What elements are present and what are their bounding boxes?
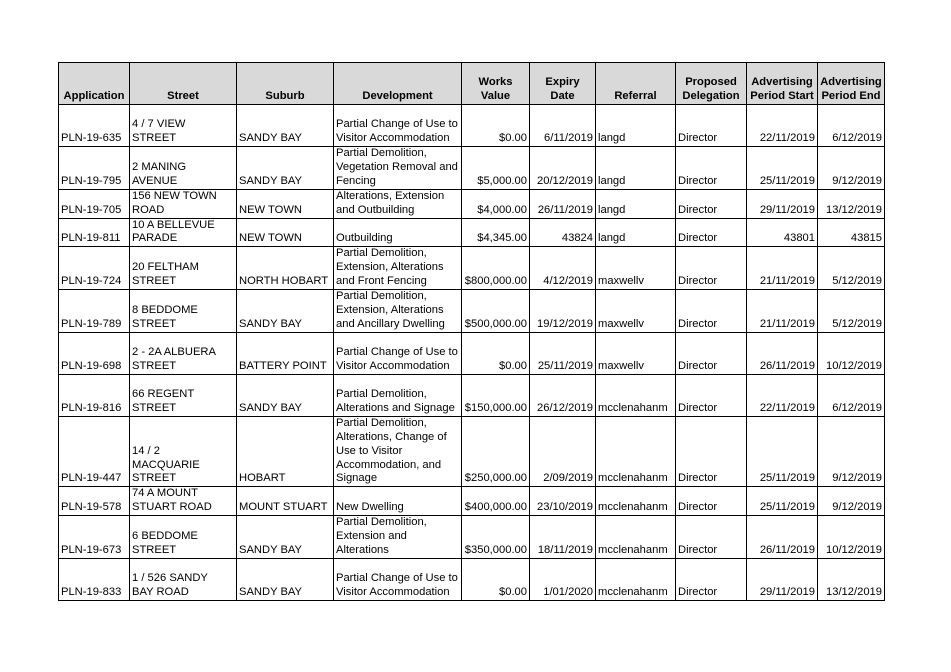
- cell-referral: maxwellv: [596, 247, 676, 290]
- cell-suburb: SANDY BAY: [237, 374, 334, 416]
- header-proposed-delegation: Proposed Delegation: [676, 63, 747, 105]
- table-row: [59, 516, 885, 559]
- cell-works-value: $4,345.00: [462, 218, 530, 247]
- cell-suburb: BATTERY POINT: [237, 332, 334, 374]
- cell-referral: langd: [596, 189, 676, 218]
- cell-advertising-period-start: 21/11/2019: [747, 290, 818, 333]
- cell-expiry-date: 4/12/2019: [530, 247, 596, 290]
- cell-proposed-delegation: Director: [676, 218, 747, 247]
- cell-advertising-period-start: 29/11/2019: [747, 189, 818, 218]
- cell-advertising-period-end: 9/12/2019: [818, 416, 885, 487]
- cell-suburb: SANDY BAY: [237, 147, 334, 190]
- cell-advertising-period-start: 26/11/2019: [747, 516, 818, 559]
- cell-suburb: NORTH HOBART: [237, 247, 334, 290]
- cell-proposed-delegation: Director: [676, 290, 747, 333]
- table-row: [59, 218, 885, 247]
- cell-street: 8 BEDDOME STREET: [130, 290, 237, 333]
- header-advertising-period-end: Advertising Period End: [818, 63, 885, 105]
- cell-development: Partial Demolition, Vegetation Removal and Fencing: [334, 147, 462, 190]
- cell-development: Partial Change of Use to Visitor Accommodation: [334, 105, 462, 147]
- cell-application: PLN-19-789: [59, 290, 130, 333]
- cell-application: PLN-19-811: [59, 218, 130, 247]
- cell-expiry-date: 1/01/2020: [530, 558, 596, 600]
- table-row: [59, 558, 885, 600]
- cell-development: New Dwelling: [334, 487, 462, 516]
- cell-proposed-delegation: Director: [676, 374, 747, 416]
- table-row: [59, 332, 885, 374]
- cell-street: 156 NEW TOWN ROAD: [130, 189, 237, 218]
- cell-advertising-period-end: 10/12/2019: [818, 516, 885, 559]
- cell-application: PLN-19-705: [59, 189, 130, 218]
- cell-advertising-period-end: 9/12/2019: [818, 487, 885, 516]
- cell-application: PLN-19-816: [59, 374, 130, 416]
- cell-application: PLN-19-673: [59, 516, 130, 559]
- cell-advertising-period-start: 22/11/2019: [747, 374, 818, 416]
- table-row: [59, 487, 885, 516]
- cell-street: 10 A BELLEVUE PARADE: [130, 218, 237, 247]
- cell-advertising-period-end: 13/12/2019: [818, 558, 885, 600]
- cell-works-value: $400,000.00: [462, 487, 530, 516]
- cell-suburb: SANDY BAY: [237, 516, 334, 559]
- table-row: [59, 147, 885, 190]
- cell-expiry-date: 19/12/2019: [530, 290, 596, 333]
- cell-advertising-period-start: 25/11/2019: [747, 147, 818, 190]
- cell-works-value: $0.00: [462, 558, 530, 600]
- cell-street: 74 A MOUNT STUART ROAD: [130, 487, 237, 516]
- header-street: Street: [130, 63, 237, 105]
- cell-application: PLN-19-578: [59, 487, 130, 516]
- cell-advertising-period-end: 13/12/2019: [818, 189, 885, 218]
- cell-development: Partial Change of Use to Visitor Accommodation: [334, 332, 462, 374]
- cell-street: 66 REGENT STREET: [130, 374, 237, 416]
- cell-proposed-delegation: Director: [676, 487, 747, 516]
- cell-expiry-date: 26/12/2019: [530, 374, 596, 416]
- cell-proposed-delegation: Director: [676, 558, 747, 600]
- cell-suburb: HOBART: [237, 416, 334, 487]
- cell-application: PLN-19-635: [59, 105, 130, 147]
- cell-suburb: NEW TOWN: [237, 189, 334, 218]
- cell-development: Outbuilding: [334, 218, 462, 247]
- cell-development: Partial Demolition, Extension and Alterations: [334, 516, 462, 559]
- cell-referral: maxwellv: [596, 290, 676, 333]
- cell-referral: mcclenahanm: [596, 516, 676, 559]
- cell-advertising-period-end: 6/12/2019: [818, 105, 885, 147]
- cell-street: 14 / 2 MACQUARIE STREET: [130, 416, 237, 487]
- cell-development: Alterations, Extension and Outbuilding: [334, 189, 462, 218]
- cell-proposed-delegation: Director: [676, 416, 747, 487]
- applications-table: [58, 62, 885, 601]
- cell-development: Partial Demolition, Extension, Alterations and Ancillary Dwelling: [334, 290, 462, 333]
- table-row: [59, 374, 885, 416]
- cell-proposed-delegation: Director: [676, 247, 747, 290]
- cell-suburb: NEW TOWN: [237, 218, 334, 247]
- cell-suburb: SANDY BAY: [237, 558, 334, 600]
- header-suburb: Suburb: [237, 63, 334, 105]
- cell-expiry-date: 23/10/2019: [530, 487, 596, 516]
- cell-application: PLN-19-795: [59, 147, 130, 190]
- table-row: [59, 247, 885, 290]
- table-row: [59, 290, 885, 333]
- cell-development: Partial Demolition, Alterations and Signage: [334, 374, 462, 416]
- cell-referral: langd: [596, 105, 676, 147]
- cell-referral: mcclenahanm: [596, 558, 676, 600]
- cell-street: 2 MANING AVENUE: [130, 147, 237, 190]
- cell-referral: maxwellv: [596, 332, 676, 374]
- cell-advertising-period-end: 10/12/2019: [818, 332, 885, 374]
- header-row: [59, 63, 885, 105]
- cell-proposed-delegation: Director: [676, 332, 747, 374]
- cell-application: PLN-19-833: [59, 558, 130, 600]
- cell-street: 1 / 526 SANDY BAY ROAD: [130, 558, 237, 600]
- cell-application: PLN-19-698: [59, 332, 130, 374]
- cell-works-value: $500,000.00: [462, 290, 530, 333]
- table-row: [59, 416, 885, 487]
- cell-expiry-date: 18/11/2019: [530, 516, 596, 559]
- cell-street: 20 FELTHAM STREET: [130, 247, 237, 290]
- header-application: Application: [59, 63, 130, 105]
- cell-referral: langd: [596, 147, 676, 190]
- cell-proposed-delegation: Director: [676, 516, 747, 559]
- cell-application: PLN-19-447: [59, 416, 130, 487]
- cell-advertising-period-start: 21/11/2019: [747, 247, 818, 290]
- cell-expiry-date: 6/11/2019: [530, 105, 596, 147]
- cell-referral: langd: [596, 218, 676, 247]
- cell-expiry-date: 2/09/2019: [530, 416, 596, 487]
- header-referral: Referral: [596, 63, 676, 105]
- cell-street: 4 / 7 VIEW STREET: [130, 105, 237, 147]
- cell-advertising-period-end: 5/12/2019: [818, 290, 885, 333]
- cell-development: Partial Demolition, Alterations, Change of Use to Visitor Accommodation, and Signage: [334, 416, 462, 487]
- cell-works-value: $0.00: [462, 332, 530, 374]
- cell-works-value: $800,000.00: [462, 247, 530, 290]
- header-expiry-date: Expiry Date: [530, 63, 596, 105]
- cell-referral: mcclenahanm: [596, 487, 676, 516]
- cell-development: Partial Change of Use to Visitor Accommodation: [334, 558, 462, 600]
- cell-works-value: $150,000.00: [462, 374, 530, 416]
- cell-suburb: MOUNT STUART: [237, 487, 334, 516]
- cell-expiry-date: 25/11/2019: [530, 332, 596, 374]
- table-row: [59, 105, 885, 147]
- cell-advertising-period-end: 5/12/2019: [818, 247, 885, 290]
- cell-works-value: $350,000.00: [462, 516, 530, 559]
- cell-referral: mcclenahanm: [596, 374, 676, 416]
- cell-works-value: $250,000.00: [462, 416, 530, 487]
- cell-street: 2 - 2A ALBUERA STREET: [130, 332, 237, 374]
- cell-advertising-period-end: 6/12/2019: [818, 374, 885, 416]
- header-works-value: Works Value: [462, 63, 530, 105]
- cell-advertising-period-end: 43815: [818, 218, 885, 247]
- cell-advertising-period-start: 43801: [747, 218, 818, 247]
- cell-application: PLN-19-724: [59, 247, 130, 290]
- cell-advertising-period-start: 25/11/2019: [747, 416, 818, 487]
- cell-proposed-delegation: Director: [676, 105, 747, 147]
- cell-proposed-delegation: Director: [676, 147, 747, 190]
- cell-suburb: SANDY BAY: [237, 105, 334, 147]
- cell-expiry-date: 26/11/2019: [530, 189, 596, 218]
- cell-street: 6 BEDDOME STREET: [130, 516, 237, 559]
- cell-advertising-period-start: 26/11/2019: [747, 332, 818, 374]
- cell-works-value: $5,000.00: [462, 147, 530, 190]
- table-row: [59, 189, 885, 218]
- cell-advertising-period-end: 9/12/2019: [818, 147, 885, 190]
- cell-referral: mcclenahanm: [596, 416, 676, 487]
- cell-advertising-period-start: 22/11/2019: [747, 105, 818, 147]
- cell-expiry-date: 20/12/2019: [530, 147, 596, 190]
- cell-advertising-period-start: 25/11/2019: [747, 487, 818, 516]
- header-advertising-period-start: Advertising Period Start: [747, 63, 818, 105]
- header-development: Development: [334, 63, 462, 105]
- cell-advertising-period-start: 29/11/2019: [747, 558, 818, 600]
- cell-proposed-delegation: Director: [676, 189, 747, 218]
- cell-suburb: SANDY BAY: [237, 290, 334, 333]
- cell-development: Partial Demolition, Extension, Alterations and Front Fencing: [334, 247, 462, 290]
- cell-expiry-date: 43824: [530, 218, 596, 247]
- cell-works-value: $4,000.00: [462, 189, 530, 218]
- cell-works-value: $0.00: [462, 105, 530, 147]
